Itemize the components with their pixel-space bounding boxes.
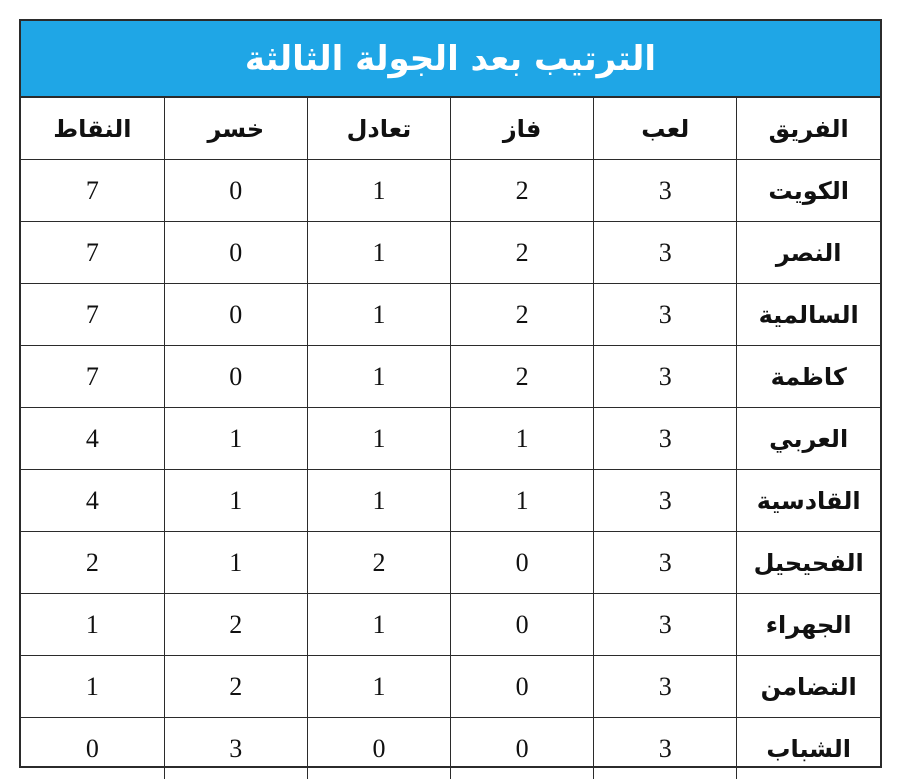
table-row: [21, 656, 880, 718]
played-cell: 3: [594, 346, 737, 408]
drawn-cell: 1: [307, 408, 450, 470]
header-drawn: تعادل: [307, 98, 450, 160]
played-cell: 3: [594, 222, 737, 284]
played-cell: 3: [594, 532, 737, 594]
points-cell: 4: [21, 470, 164, 532]
points-cell: 4: [21, 408, 164, 470]
header-row: [21, 98, 880, 160]
won-cell: 0: [451, 656, 594, 718]
header-points: النقاط: [21, 98, 164, 160]
won-cell: 1: [451, 470, 594, 532]
team-cell: الشباب: [737, 718, 880, 780]
team-cell: السالمية: [737, 284, 880, 346]
drawn-cell: 1: [307, 284, 450, 346]
header-team: الفريق: [737, 98, 880, 160]
lost-cell: 0: [164, 346, 307, 408]
lost-cell: 3: [164, 718, 307, 780]
standings-grid: [21, 98, 880, 779]
played-cell: 3: [594, 718, 737, 780]
won-cell: 2: [451, 160, 594, 222]
points-cell: 1: [21, 656, 164, 718]
lost-cell: 2: [164, 594, 307, 656]
table-row: [21, 408, 880, 470]
won-cell: 0: [451, 718, 594, 780]
lost-cell: 2: [164, 656, 307, 718]
won-cell: 0: [451, 532, 594, 594]
header-lost: خسر: [164, 98, 307, 160]
team-cell: العربي: [737, 408, 880, 470]
team-cell: كاظمة: [737, 346, 880, 408]
team-cell: الجهراء: [737, 594, 880, 656]
drawn-cell: 0: [307, 718, 450, 780]
table-row: [21, 718, 880, 780]
table-title: الترتيب بعد الجولة الثالثة: [21, 21, 880, 98]
standings-table: [19, 19, 882, 768]
won-cell: 1: [451, 408, 594, 470]
table-row: [21, 470, 880, 532]
lost-cell: 0: [164, 160, 307, 222]
points-cell: 7: [21, 222, 164, 284]
team-cell: القادسية: [737, 470, 880, 532]
team-cell: التضامن: [737, 656, 880, 718]
drawn-cell: 1: [307, 222, 450, 284]
lost-cell: 1: [164, 408, 307, 470]
table-body: [21, 160, 880, 780]
played-cell: 3: [594, 594, 737, 656]
drawn-cell: 1: [307, 160, 450, 222]
points-cell: 1: [21, 594, 164, 656]
points-cell: 2: [21, 532, 164, 594]
lost-cell: 1: [164, 532, 307, 594]
points-cell: 0: [21, 718, 164, 780]
team-cell: الفحيحيل: [737, 532, 880, 594]
table-row: [21, 532, 880, 594]
drawn-cell: 2: [307, 532, 450, 594]
drawn-cell: 1: [307, 656, 450, 718]
won-cell: 2: [451, 346, 594, 408]
lost-cell: 1: [164, 470, 307, 532]
lost-cell: 0: [164, 284, 307, 346]
won-cell: 2: [451, 284, 594, 346]
team-cell: النصر: [737, 222, 880, 284]
header-played: لعب: [594, 98, 737, 160]
drawn-cell: 1: [307, 470, 450, 532]
header-won: فاز: [451, 98, 594, 160]
points-cell: 7: [21, 346, 164, 408]
played-cell: 3: [594, 408, 737, 470]
table-row: [21, 160, 880, 222]
drawn-cell: 1: [307, 346, 450, 408]
table-row: [21, 594, 880, 656]
won-cell: 0: [451, 594, 594, 656]
played-cell: 3: [594, 284, 737, 346]
team-cell: الكويت: [737, 160, 880, 222]
won-cell: 2: [451, 222, 594, 284]
played-cell: 3: [594, 160, 737, 222]
played-cell: 3: [594, 470, 737, 532]
table-row: [21, 346, 880, 408]
table-row: [21, 284, 880, 346]
table-row: [21, 222, 880, 284]
points-cell: 7: [21, 284, 164, 346]
drawn-cell: 1: [307, 594, 450, 656]
played-cell: 3: [594, 656, 737, 718]
points-cell: 7: [21, 160, 164, 222]
lost-cell: 0: [164, 222, 307, 284]
